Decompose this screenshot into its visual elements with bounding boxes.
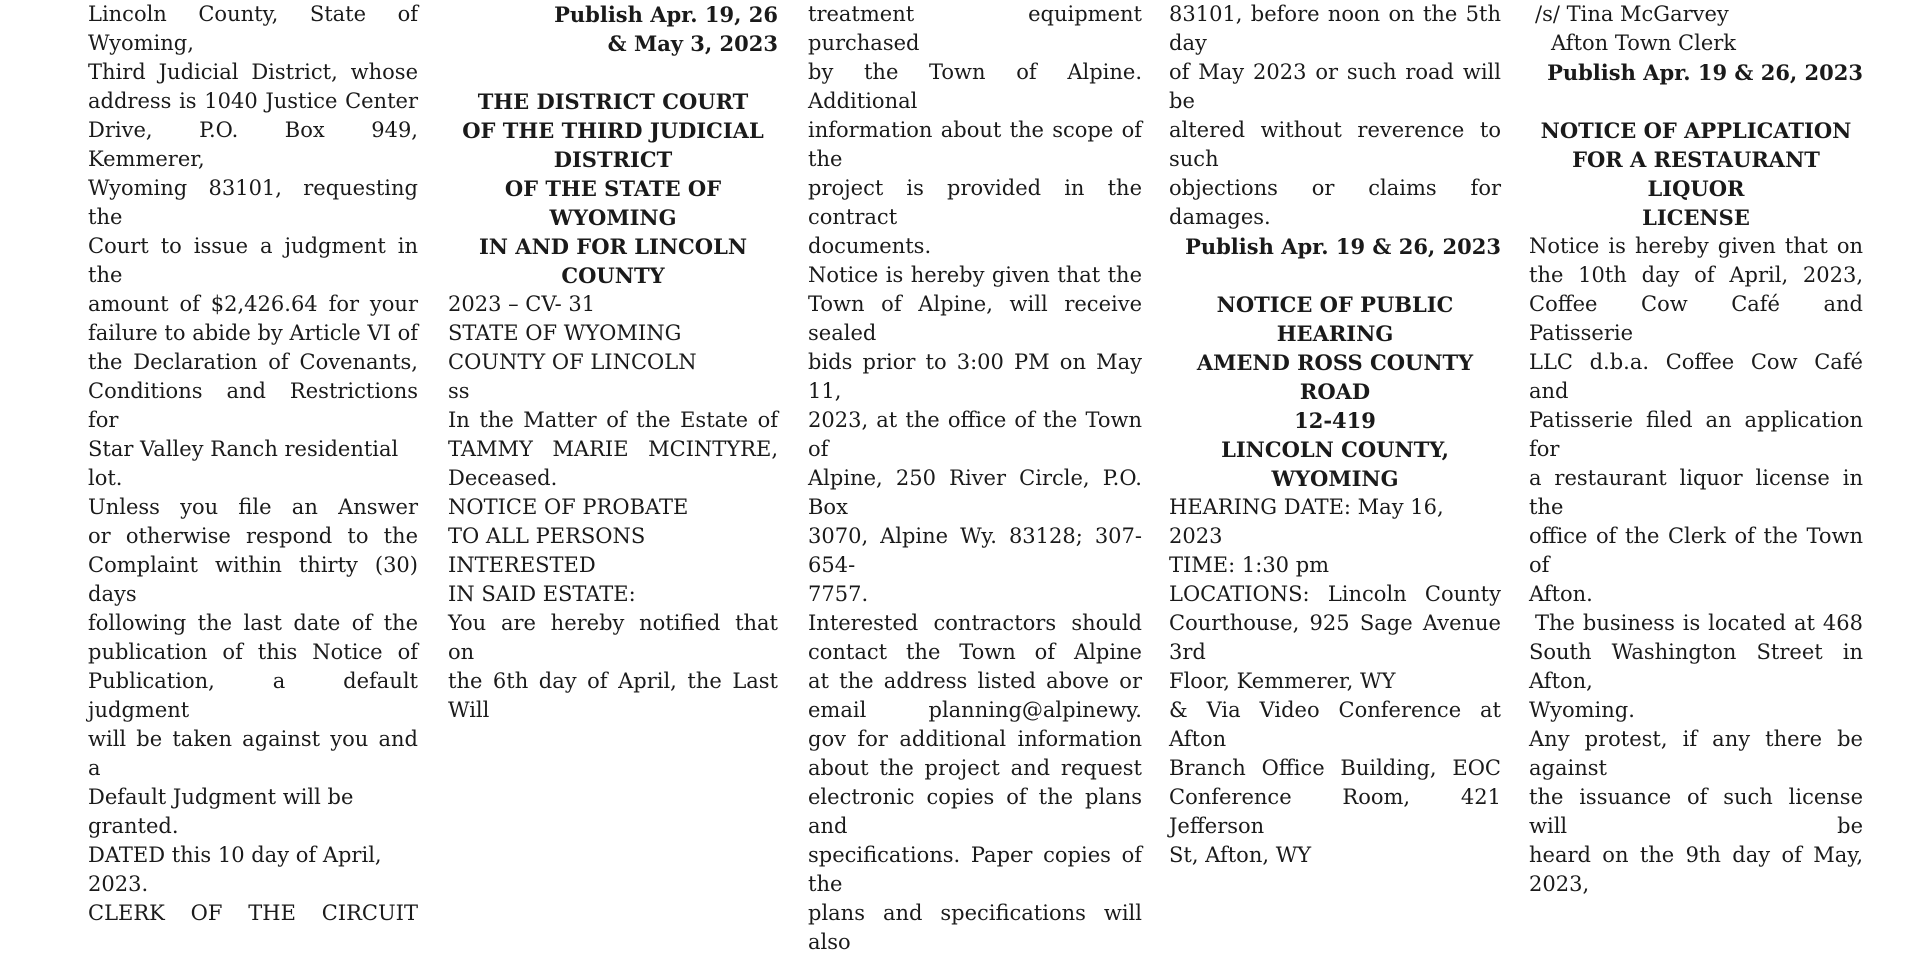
text-line: COUNTY OF LINCOLN (448, 350, 697, 374)
notice-heading: HEARING (1276, 321, 1394, 346)
publish-line: Publish Apr. 19 & 26, 2023 (1185, 234, 1501, 259)
text-line: LOCATIONS: Lincoln County (1169, 582, 1501, 606)
notice-heading: OF THE THIRD JUDICIAL (462, 118, 764, 143)
text-line: information about the scope of the (808, 118, 1142, 171)
text-line: St, Afton, WY (1169, 843, 1312, 867)
text-line: or otherwise respond to the (88, 524, 418, 548)
text-line: heard on the 9th day of May, 2023, (1529, 843, 1863, 896)
clerk-title: Afton Town Clerk (1551, 31, 1737, 55)
text-line: Courthouse, 925 Sage Avenue 3rd (1169, 611, 1501, 664)
text-line: the Declaration of Covenants, (88, 350, 418, 374)
text-line: of May 2023 or such road will be (1169, 60, 1501, 113)
column-3 (808, 0, 1142, 957)
text-line: amount of $2,426.64 for your (88, 292, 418, 316)
text-line: Default Judgment will be granted. (88, 785, 354, 838)
text-line: TO ALL PERSONS INTERESTED (448, 524, 646, 577)
text-line: CLERK OF THE CIRCUIT (88, 901, 418, 925)
text-line: IN SAID ESTATE: (448, 582, 636, 606)
text-line: STATE OF WYOMING (448, 321, 682, 345)
notice-heading: FOR A RESTAURANT LIQUOR (1572, 147, 1820, 201)
text-line: Third Judicial District, whose (88, 60, 418, 84)
text-line: about the project and request (808, 756, 1142, 780)
text-line: Deceased. (448, 466, 558, 490)
notice-heading: DISTRICT (553, 147, 673, 172)
text-line: Conditions and Restrictions for (88, 379, 418, 432)
text-line: 7757. (808, 582, 869, 606)
text-line: altered without reverence to such (1169, 118, 1501, 171)
text-line: treatment equipment purchased (808, 2, 1142, 55)
text-line: Notice is hereby given that the (808, 263, 1142, 287)
text-line: documents. (808, 234, 932, 258)
text-line: specifications. Paper copies of the (808, 843, 1142, 896)
text-line: bids prior to 3:00 PM on May 11, (808, 350, 1142, 403)
text-line: following the last date of the (88, 611, 418, 635)
notice-heading: 12-419 (1294, 408, 1376, 433)
text-line: & Via Video Conference at Afton (1169, 698, 1501, 751)
notice-heading: AMEND ROSS COUNTY ROAD (1196, 350, 1474, 404)
text-line: 3070, Alpine Wy. 83128; 307-654- (808, 524, 1142, 577)
publish-line: Publish Apr. 19, 26 (554, 2, 778, 27)
text-line: Patisserie filed an application for (1529, 408, 1863, 461)
publish-line: Publish Apr. 19 & 26, 2023 (1547, 60, 1863, 85)
text-line: contact the Town of Alpine (808, 640, 1142, 664)
text-line: Publication, a default judgment (88, 669, 418, 722)
text-line: Afton. (1529, 582, 1593, 606)
publish-line: & May 3, 2023 (607, 31, 778, 56)
text-line: 2023 – CV- 31 (448, 292, 596, 316)
notice-heading: THE DISTRICT COURT (477, 89, 749, 114)
text-line: The business is located at 468 (1535, 611, 1863, 635)
notice-heading: OF THE STATE OF WYOMING (504, 176, 722, 230)
column-5 (1529, 0, 1863, 899)
text-line: Any protest, if any there be against (1529, 727, 1863, 780)
text-line: the 10th day of April, 2023, (1529, 263, 1863, 287)
text-line: TIME: 1:30 pm (1169, 553, 1330, 577)
text-line: Wyoming. (1529, 698, 1635, 722)
text-line: Wyoming 83101, requesting the (88, 176, 418, 229)
notice-heading: LINCOLN COUNTY, (1221, 437, 1449, 462)
text-line: TAMMY MARIE MCINTYRE, (448, 437, 778, 461)
text-line: Star Valley Ranch residential lot. (88, 437, 399, 490)
text-line: NOTICE OF PROBATE (448, 495, 689, 519)
column-1 (88, 0, 418, 928)
notice-heading: LICENSE (1642, 205, 1750, 230)
text-line: failure to abide by Article VI of (88, 321, 418, 345)
text-line: a restaurant liquor license in the (1529, 466, 1863, 519)
text-line: address is 1040 Justice Center (88, 89, 418, 113)
notice-heading: NOTICE OF APPLICATION (1540, 118, 1852, 143)
text-line: the 6th day of April, the Last Will (448, 669, 778, 722)
text-line: South Washington Street in Afton, (1529, 640, 1863, 693)
text-line: LLC d.b.a. Coffee Cow Café and (1529, 350, 1863, 403)
text-line: plans and specifications will also (808, 901, 1142, 954)
notice-heading: IN AND FOR LINCOLN (478, 234, 748, 259)
text-line: Conference Room, 421 Jefferson (1169, 785, 1501, 838)
notice-heading: NOTICE OF PUBLIC (1216, 292, 1454, 317)
text-line: Town of Alpine, will receive sealed (808, 292, 1142, 345)
text-line: email planning@alpinewy. (808, 698, 1142, 722)
text-line: Notice is hereby given that on (1529, 234, 1863, 258)
text-line: 2023, at the office of the Town of (808, 408, 1142, 461)
text-line: In the Matter of the Estate of (448, 408, 778, 432)
text-line: HEARING DATE: May 16, 2023 (1169, 495, 1444, 548)
text-line: project is provided in the contract (808, 176, 1142, 229)
text-line: Alpine, 250 River Circle, P.O. Box (808, 466, 1142, 519)
notice-heading: WYOMING (1271, 466, 1399, 491)
column-4 (1169, 0, 1501, 870)
text-line: ss (448, 379, 470, 403)
signature-line: /s/ Tina McGarvey (1535, 2, 1729, 26)
text-line: Drive, P.O. Box 949, Kemmerer, (88, 118, 418, 171)
text-line: Complaint within thirty (30) days (88, 553, 418, 606)
text-line: gov for additional information (808, 727, 1142, 751)
text-line: Lincoln County, State of Wyoming, (88, 2, 418, 55)
column-2 (448, 0, 778, 725)
text-line: Unless you file an Answer (88, 495, 418, 519)
text-line: Branch Office Building, EOC (1169, 756, 1501, 780)
text-line: 83101, before noon on the 5th day (1169, 2, 1501, 55)
text-line: electronic copies of the plans and (808, 785, 1142, 838)
text-line: Floor, Kemmerer, WY (1169, 669, 1396, 693)
text-line: Court to issue a judgment in the (88, 234, 418, 287)
text-line: Coffee Cow Café and Patisserie (1529, 292, 1863, 345)
text-line: Interested contractors should (808, 611, 1142, 635)
text-line: You are hereby notified that on (448, 611, 778, 664)
text-line: will be taken against you and a (88, 727, 418, 780)
text-line: DATED this 10 day of April, 2023. (88, 843, 382, 896)
notice-heading: COUNTY (561, 263, 665, 288)
text-line: at the address listed above or (808, 669, 1142, 693)
text-line: by the Town of Alpine. Additional (808, 60, 1142, 113)
text-line: office of the Clerk of the Town of (1529, 524, 1863, 577)
text-line: the issuance of such license will be (1529, 785, 1863, 838)
text-line: publication of this Notice of (88, 640, 418, 664)
text-line: objections or claims for damages. (1169, 176, 1501, 229)
